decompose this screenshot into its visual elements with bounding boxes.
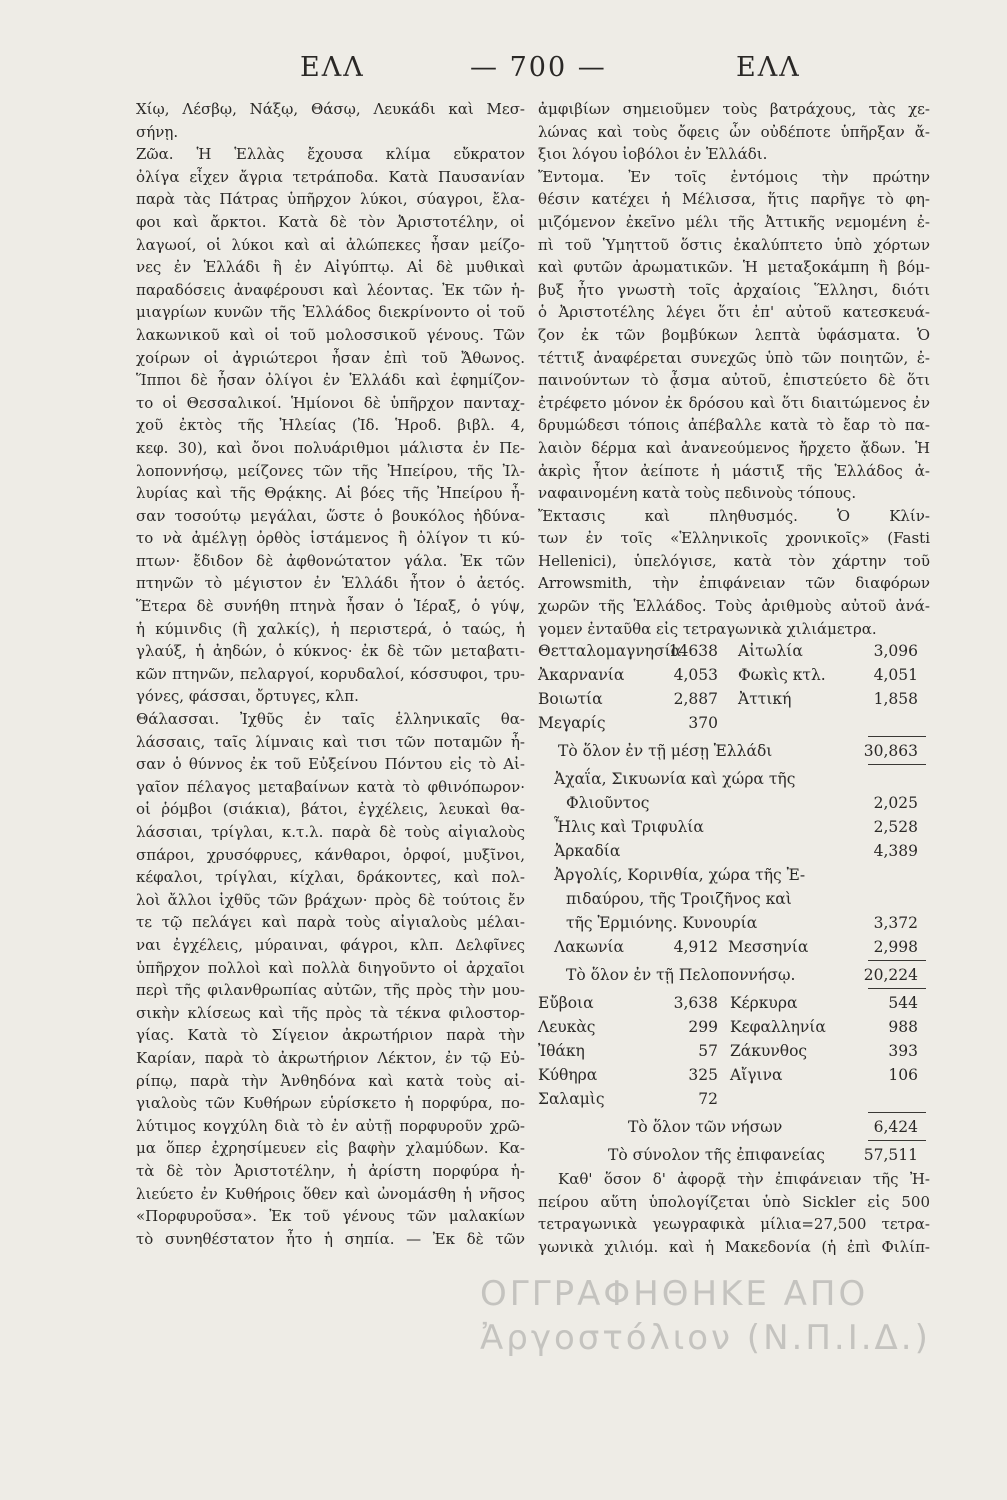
text-line: Hellenici), ὑπελόγισε, κατὰ τὸν χάρτην τοῦ: [538, 551, 930, 570]
library-watermark: [480, 1272, 1000, 1360]
text-line: γιαλοὺς τῶν Κυθήρων εὑρίσκετο ἡ πορφύρα, πο-: [136, 1094, 525, 1113]
region-area: 3,372: [873, 914, 918, 933]
table-row: [538, 1116, 930, 1140]
text-line: παραδόσεις ἀναφέρουσι καὶ λέοντας. Ἐκ τῶν ἡ-: [136, 280, 525, 299]
region-area: 370: [688, 714, 718, 733]
island-area: 299: [688, 1018, 718, 1037]
text-line: τε τῷ πελάγει καὶ παρὰ τοὺς αἰγιαλοὺς μέλαι-: [136, 913, 525, 932]
text-line: γλαύξ, ἡ ἀηδών, ὁ κύκνος· ἐκ δὲ τῶν μεταβατι-: [136, 642, 525, 661]
table-row: [538, 712, 930, 736]
text-line: λακωνικοῦ καὶ οἱ τοῦ μολοσσικοῦ γένους. Τῶν: [136, 325, 525, 344]
text-line: περὶ τῆς φιλανθρωπίας αὐτῶν, τῆς πρὸς τὴν μου-: [136, 981, 525, 1000]
table-row: [538, 964, 930, 988]
region-name: Ἀρκαδία: [554, 842, 621, 861]
text-line: πτων· ἔδιδον δὲ ἀφθονώτατον γάλα. Ἐκ τῶν: [136, 551, 525, 570]
text-line: λαιὸν δέρμα καὶ ἀνανεούμενος ἤρχετο ᾄδων. Ἡ: [538, 438, 930, 457]
subtotal-value: 20,224: [863, 966, 918, 985]
text-line: χοῦ ἐκτὸς τῆς Ἠλείας (Ἰδ. Ἡροδ. βιβλ. 4,: [136, 416, 525, 435]
text-line: Ἵπποι δὲ ἦσαν ὀλίγοι ἐν Ἑλλάδι καὶ ἐφημίζον-: [136, 371, 525, 390]
text-line: μα ὅπερ ἐχρησίμευεν εἰς βαφὴν χλαμύδων. Κα-: [136, 1139, 525, 1158]
table-row: [538, 640, 930, 664]
region-name: Φλιοῦντος: [566, 794, 650, 813]
region-area: 4,051: [873, 666, 918, 685]
total-label: Τὸ σύνολον τῆς ἐπιφανείας: [608, 1146, 825, 1165]
table-row: [538, 1040, 930, 1064]
island-name: Λευκὰς: [538, 1018, 596, 1037]
text-line: λύτιμος κογχύλη διὰ τὸ ἐν αὐτῇ πορφυροῦν χρῶ-: [136, 1116, 525, 1135]
table-row: [538, 1064, 930, 1088]
subtotal-label: Τὸ ὅλον ἐν τῇ Πελοποννήσῳ.: [566, 966, 796, 985]
text-line: θέσιν κατέχει ἡ Μέλισσα, ἥτις παρῆγε τὸ φη-: [538, 190, 930, 209]
text-line: σπάροι, χρυσόφρυες, κάνθαροι, ὀρφοί, μυξῖνοι,: [136, 845, 525, 864]
text-line: ἀμφιβίων σημειοῦμεν τοὺς βατράχους, τὰς χε-: [538, 100, 930, 118]
watermark-line: Ἀργοστόλιον (Ν.Π.Ι.Δ.): [480, 1318, 931, 1358]
island-area: 3,638: [673, 994, 718, 1013]
text-line: λάσσιαι, τρίγλαι, κ.τ.λ. παρὰ δὲ τοὺς αἰγιαλοὺς: [136, 823, 525, 841]
text-line: τὰ δὲ τὸν Ἀριστοτέλην, ἡ ἀρίστη πορφύρα ἡ-: [136, 1161, 525, 1180]
island-name: Κύθηρα: [538, 1066, 598, 1085]
region-area: 14638: [668, 642, 718, 661]
text-line: ἀκρὶς ἦτον ἀείποτε ἡ μάστιξ τῆς Ἑλλάδος ἀ-: [538, 461, 930, 480]
island-area: 57: [698, 1042, 718, 1061]
text-line: λιεύετο ἐν Κυθήροις ὅθεν καὶ ὠνομάσθη ἡ νῆσος: [136, 1184, 525, 1203]
text-line: ξιοι λόγου ἰοβόλοι ἐν Ἑλλάδι.: [538, 145, 768, 164]
region-area: 3,096: [873, 642, 918, 661]
island-name: Αἴγινα: [730, 1066, 783, 1085]
text-line: ρίπῳ, παρὰ τὴν Ἀνθηδόνα καὶ κατὰ τοὺς αἰ-: [136, 1071, 525, 1090]
text-line: φοι καὶ ἄρκτοι. Κατὰ δὲ τὸν Ἀριστοτέλην, οἱ: [136, 212, 525, 231]
table-row: [538, 864, 930, 888]
subtotal-label: Τὸ ὅλον τῶν νήσων: [628, 1118, 783, 1137]
text-line: κέφαλοι, τρίγλαι, κίχλαι, δράκοντες, καὶ πολ-: [136, 868, 525, 887]
region-name: Μεγαρίς: [538, 714, 606, 733]
area-table: [538, 640, 930, 1168]
text-line: Ἔκτασις καὶ πληθυσμός. Ὁ Κλίν-: [538, 506, 930, 525]
text-line: καὶ φυτῶν ἀρωματικῶν. Ἡ μεταξοκάμπη ἢ βόμ-: [538, 258, 930, 277]
sum-rule: [868, 764, 926, 765]
text-line: ζον ἐκ τῶν βομβύκων λεπτὰ ὑφάσματα. Ὁ: [538, 325, 930, 344]
region-name: Μεσσηνία: [728, 938, 809, 957]
island-area: 544: [888, 994, 918, 1013]
text-line: λώνας καὶ τοὺς ὄφεις ὧν οὐδέποτε ὑπῆρξαν ἄ-: [538, 122, 930, 141]
sum-rule: [868, 988, 926, 989]
text-line: ὑπῆρχον πολλοὶ καὶ πολλὰ διηγοῦντο οἱ ἀρχαῖοι: [136, 958, 525, 977]
text-line: παρὰ τὰς Πάτρας ὑπῆρχον λύκοι, σύαγροι, ἔλα-: [136, 190, 525, 209]
text-line: ὁ Ἀριστοτέλης λέγει ὅτι ἐπ' αὐτοῦ κατεσκευά-: [538, 303, 930, 322]
running-header: [0, 52, 1007, 96]
table-row: [538, 1088, 930, 1112]
table-row: [538, 912, 930, 936]
total-value: 57,511: [863, 1146, 918, 1165]
text-line: τετραγωνικὰ γεωγραφικὰ μίλια=27,500 τετρα-: [538, 1215, 930, 1234]
island-name: Ἰθάκη: [538, 1042, 585, 1061]
region-area: 2,887: [673, 690, 718, 709]
text-line: πτηνῶν τὸ μέγιστον ἐν Ἑλλάδι ἦτον ὁ ἀετός.: [136, 574, 525, 593]
text-line: ἐτρέφετο μόνον ἐκ δρόσου καὶ ὅτι διαιτώμενος ἐν: [538, 393, 930, 412]
region-area: 4,053: [673, 666, 718, 685]
island-name: Ζάκυνθος: [730, 1042, 808, 1061]
text-line: μιαγρίων κυνῶν τῆς Ἑλλάδος διεκρίνοντο οἱ τοῦ: [136, 303, 525, 322]
island-name: Κέρκυρα: [730, 994, 798, 1013]
island-name: Σαλαμὶς: [538, 1090, 605, 1109]
text-line: μιζόμενον ἐκεῖνο μέλι τῆς Ἀττικῆς νεμομένη ἐ-: [538, 212, 930, 231]
region-name: Φωκὶς κτλ.: [738, 666, 826, 685]
text-line: λυρίας καὶ τῆς Θρᾴκης. Αἱ βόες τῆς Ἠπείρου ἦ-: [136, 484, 525, 503]
region-area: 2,528: [873, 818, 918, 837]
text-line: τέττιξ ἀναφέρεται συνεχῶς ὑπὸ τῶν ποιητῶν, ἐ-: [538, 348, 930, 367]
page-number: — 700 —: [470, 52, 607, 83]
table-row: [538, 1144, 930, 1168]
island-name: Εὔβοια: [538, 994, 594, 1013]
island-area: 106: [888, 1066, 918, 1085]
text-line: κῶν πτηνῶν, πελαργοί, κορυδαλοί, κόσσυφοι, τρυ-: [136, 664, 525, 683]
text-line: γόνες, φάσσαι, ὄρτυγες, κλπ.: [136, 687, 359, 706]
region-area: 2,998: [873, 938, 918, 957]
table-row: [538, 792, 930, 816]
text-line: σαν ὁ θύννος ἐκ τοῦ Εὐξείνου Πόντου εἰς τὸ Αἰ-: [136, 755, 525, 774]
table-row: [538, 768, 930, 792]
table-row: [538, 888, 930, 912]
text-line: Ζῶα. Ἡ Ἑλλὰς ἔχουσα κλίμα εὔκρατον: [136, 145, 525, 164]
text-line: το οἱ Θεσσαλικοί. Ἡμίονοι δὲ ὑπῆρχον πανταχ-: [136, 393, 525, 412]
text-line: σικὴν κλίσεως καὶ τῆς πρὸς τὰ τέκνα φιλοστορ-: [136, 1003, 525, 1022]
region-area: 1,858: [873, 690, 918, 709]
table-row: [538, 936, 930, 960]
text-line: το νὰ ἀμέλγῃ ὀρθὸς ἱστάμενος ἢ ὀλίγον τι κύ-: [136, 529, 525, 548]
text-line: πὶ τοῦ Ὑμηττοῦ ὅστις ἐκαλύπτετο ὑπὸ χόρτων: [538, 235, 930, 254]
text-line: γαῖον πέλαγος μεταβαίνων κατὰ τὸ φθινόπωρον·: [136, 777, 525, 796]
text-line: χοίρων οἱ ἀγριώτεροι ἦσαν ἐπὶ τοῦ Ἄθωνος.: [136, 348, 525, 367]
text-line: οἱ ῥόμβοι (σιάκια), βάτοι, ἐγχέλεις, λευκαὶ θα-: [136, 800, 525, 819]
region-name: τῆς Ἑρμιόνης. Κυνουρία: [566, 914, 758, 933]
right-column-text: [538, 98, 930, 640]
text-line: γομεν ἐνταῦθα εἰς τετραγωνικὰ χιλιάμετρα.: [538, 619, 877, 638]
subtotal-value: 6,424: [873, 1118, 918, 1137]
table-row: [538, 688, 930, 712]
left-column: [136, 98, 525, 1250]
watermark-line: ΟΓΓΡΑΦΗΘΗΚΕ ΑΠΟ: [480, 1274, 869, 1314]
region-area: 2,025: [873, 794, 918, 813]
region-name: Βοιωτία: [538, 690, 603, 709]
text-line: γωνικὰ χιλιόμ. καὶ ἡ Μακεδονία (ἡ ἐπὶ Φιλίπ-: [538, 1238, 930, 1257]
sum-rule: [868, 960, 926, 961]
text-line: λοὶ ἄλλοι ἰχθῦς τῶν βράχων· πρὸς δὲ τούτοις ἔν: [136, 890, 525, 909]
sum-rule: [868, 736, 926, 737]
text-line: ὀλίγα εἶχεν ἄγρια τετράποδα. Κατὰ Παυσανίαν: [136, 167, 525, 186]
text-line: ναφαινομένη κατὰ τοὺς πεδινοὺς τόπους.: [538, 484, 857, 503]
table-row: [538, 740, 930, 764]
text-line: τὸ συνηθέστατον ἦτο ἡ σηπία. — Ἐκ δὲ τῶν: [136, 1229, 525, 1248]
table-row: [538, 1016, 930, 1040]
sum-rule: [868, 1140, 926, 1141]
region-name: Λακωνία: [554, 938, 624, 957]
region-name: Θετταλομαγνησία: [538, 642, 682, 661]
region-name: Ἀργολίς, Κορινθία, χώρα τῆς Ἐ-: [554, 866, 806, 885]
subtotal-value: 30,863: [863, 742, 918, 761]
region-area: 4,389: [873, 842, 918, 861]
text-line: λάσσαις, ταῖς λίμναις καὶ τισι τῶν ποταμῶν ἦ-: [136, 732, 525, 751]
region-name: Ἀκαρνανία: [538, 666, 625, 685]
region-name: Ἀχαΐα, Σικυωνία καὶ χώρα τῆς: [554, 770, 796, 789]
table-row: [538, 664, 930, 688]
text-line: παινούντων τὸ ᾆσμα αὐτοῦ, ἐπιστεύετο δὲ ὅτι: [538, 371, 930, 390]
header-left: ΕΛΛ: [300, 52, 365, 83]
text-line: των ἐν τοῖς «Ἑλληνικοῖς χρονικοῖς» (Fasti: [538, 529, 930, 548]
subtotal-label: Τὸ ὅλον ἐν τῇ μέσῃ Ἑλλάδι: [558, 742, 773, 761]
text-line: Χίῳ, Λέσβῳ, Νάξῳ, Θάσῳ, Λευκάδι καὶ Μεσ-: [136, 100, 525, 118]
region-area: 4,912: [673, 938, 718, 957]
text-line: βυξ ἦτο γνωστὴ τοῖς ἀρχαίοις Ἕλλησι, διότι: [538, 280, 930, 299]
island-area: 988: [888, 1018, 918, 1037]
table-row: [538, 816, 930, 840]
island-area: 72: [698, 1090, 718, 1109]
text-line: Ἕτερα δὲ συνήθη πτηνὰ ἦσαν ὁ Ἱέραξ, ὁ γύψ,: [136, 597, 525, 616]
text-line: νες ἐν Ἑλλάδι ἢ ἐν Αἰγύπτῳ. Αἱ δὲ μυθικαὶ: [136, 258, 525, 277]
table-row: [538, 840, 930, 864]
region-name: Ἦλις καὶ Τριφυλία: [554, 818, 704, 837]
text-line: «Πορφυροῦσα». Ἐκ τοῦ γένους τῶν μαλακίων: [136, 1207, 525, 1226]
text-line: ἡ κύμινδις (ἢ χαλκίς), ἡ περιστερά, ὁ ταώς, ἡ: [136, 619, 525, 638]
table-row: [538, 992, 930, 1016]
header-right: ΕΛΛ: [736, 52, 801, 83]
text-line: Arrowsmith, τὴν ἐπιφάνειαν τῶν διαφόρων: [538, 574, 930, 593]
region-name: Αἰτωλία: [738, 642, 803, 661]
text-line: Καθ' ὅσον δ' ἀφορᾷ τὴν ἐπιφάνειαν τῆς Ἠ-: [558, 1170, 930, 1189]
right-column: [538, 98, 930, 1259]
island-name: Κεφαλληνία: [730, 1018, 826, 1037]
text-line: γίας. Κατὰ τὸ Σίγειον ἀκρωτήριον παρὰ τὴν: [136, 1026, 525, 1045]
text-line: ναι ἐγχέλεις, μύραιναι, φάγροι, κλπ. Δελφῖνες: [136, 935, 525, 954]
sum-rule: [868, 1112, 926, 1113]
text-line: Καρίαν, παρὰ τὸ ἀκρωτήριον Λέκτον, ἐν τῷ Εὐ-: [136, 1048, 525, 1067]
region-name: πιδαύρου, τῆς Τροιζῆνος καὶ: [566, 890, 792, 909]
text-line: λοποννήσῳ, μείζονες τῶν τῆς Ἠπείρου, τῆς Ἰλ-: [136, 461, 525, 480]
text-line: Θάλασσαι. Ἰχθῦς ἐν ταῖς ἑλληνικαῖς θα-: [136, 710, 525, 729]
region-name: Ἀττική: [738, 690, 792, 709]
text-line: δρυμώδεσι τόποις ἀπέβαλλε κατὰ τὸ ἔαρ τὸ πα-: [538, 416, 930, 435]
text-line: σαν τοσούτῳ μεγάλαι, ὥστε ὁ βουκόλος ἠδύνα-: [136, 506, 525, 525]
island-area: 393: [888, 1042, 918, 1061]
text-line: σήνῃ.: [136, 122, 179, 141]
text-line: πείρου αὕτη ὑπολογίζεται ὑπὸ Sickler εἰς 500: [538, 1192, 930, 1211]
text-line: Ἔντομα. Ἐν τοῖς ἐντόμοις τὴν πρώτην: [538, 167, 930, 186]
text-line: λαγωοί, οἱ λύκοι καὶ αἱ ἀλώπεκες ἦσαν μείζο-: [136, 235, 525, 254]
island-area: 325: [688, 1066, 718, 1085]
right-column-continuation: [538, 1168, 930, 1258]
text-line: χωρῶν τῆς Ἑλλάδος. Τοὺς ἀριθμοὺς αὐτοῦ ἀνά-: [538, 597, 930, 616]
text-line: κεφ. 30), καὶ ὄνοι πολυάριθμοι μάλιστα ἐν Πε-: [136, 438, 525, 457]
